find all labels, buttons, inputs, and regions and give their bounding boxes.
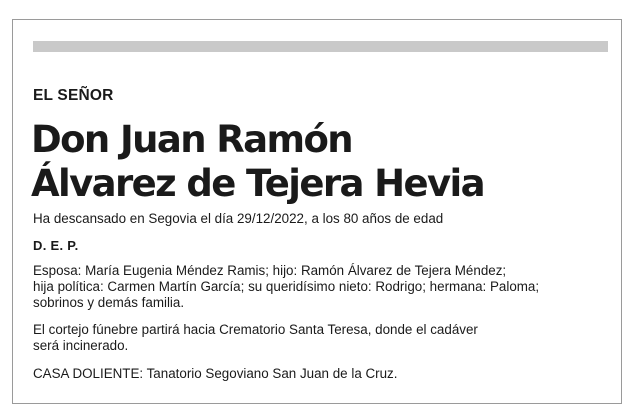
rest-statement: Ha descansado en Segovia el día 29/12/2022, a los 80 años de edad	[33, 211, 444, 226]
header-label: EL SEÑOR	[33, 87, 114, 104]
family-line-3: sobrinos y demás familia.	[33, 295, 185, 310]
mourning-house: CASA DOLIENTE: Tanatorio Segoviano San Juan de la Cruz.	[33, 366, 398, 381]
deceased-name	[31, 118, 611, 206]
cortege-line-2: será incinerado.	[33, 338, 129, 353]
family-line-2: hija política: Carmen Martín García; su queridísimo nieto: Rodrigo; hermana: Paloma;	[33, 279, 540, 294]
family-line-1: Esposa: María Eugenia Méndez Ramis; hijo: Ramón Álvarez de Tejera Méndez;	[33, 263, 507, 278]
cortege-line-1: El cortejo fúnebre partirá hacia Crematorio Santa Teresa, donde el cadáver	[33, 322, 478, 337]
header-bar	[33, 41, 608, 52]
dep-label: D. E. P.	[33, 238, 79, 253]
name-line-2: Álvarez de Tejera Hevia	[31, 162, 484, 205]
name-line-1: Don Juan Ramón	[31, 118, 353, 161]
